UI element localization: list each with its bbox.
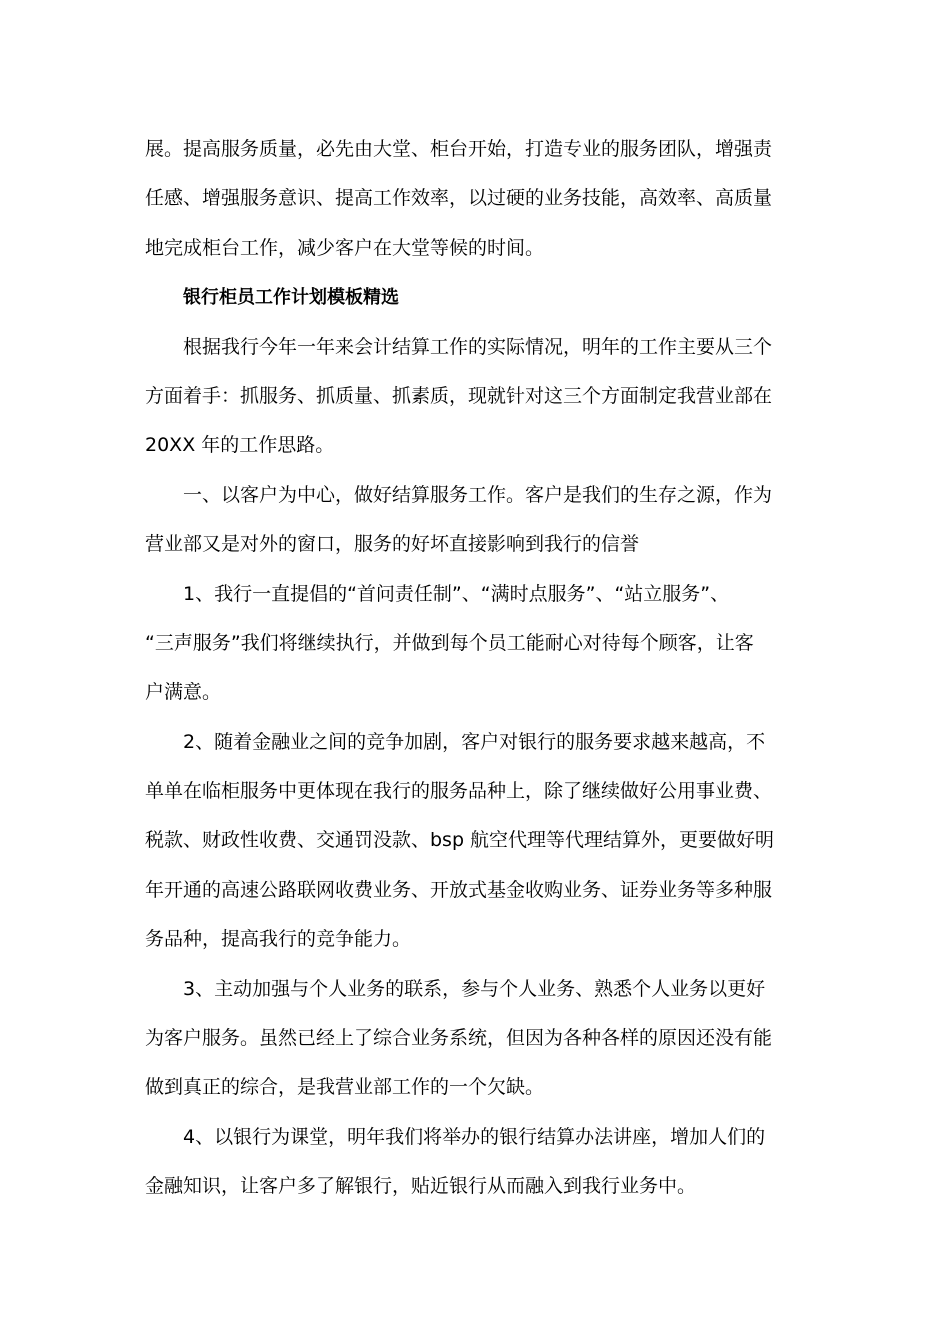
paragraph-line: 地完成柜台工作，减少客户在大堂等候的时间。 bbox=[145, 236, 545, 259]
section-heading: 银行柜员工作计划模板精选 bbox=[183, 287, 399, 309]
paragraph-line: 做到真正的综合，是我营业部工作的一个欠缺。 bbox=[145, 1076, 545, 1099]
paragraph-line: “三声服务”我们将继续执行，并做到每个员工能耐心对待每个顾客，让客 bbox=[145, 631, 754, 654]
paragraph-line: 年开通的高速公路联网收费业务、开放式基金收购业务、证券业务等多种服 bbox=[145, 878, 773, 901]
paragraph-line: 方面着手：抓服务、抓质量、抓素质，现就针对这三个方面制定我营业部在 bbox=[145, 384, 773, 407]
paragraph-line: 营业部又是对外的窗口，服务的好坏直接影响到我行的信誉 bbox=[145, 533, 640, 556]
paragraph-line: 为客户服务。虽然已经上了综合业务系统，但因为各种各样的原因还没有能 bbox=[145, 1027, 773, 1050]
paragraph-line: 根据我行今年一年来会计结算工作的实际情况，明年的工作主要从三个 bbox=[183, 335, 773, 358]
paragraph-line: 20XX 年的工作思路。 bbox=[145, 434, 335, 457]
paragraph-line: 户满意。 bbox=[145, 681, 222, 704]
paragraph-line: 1、我行一直提倡的“首问责任制”、“满时点服务”、“站立服务”、 bbox=[183, 582, 730, 605]
paragraph-line: 单单在临柜服务中更体现在我行的服务品种上，除了继续做好公用事业费、 bbox=[145, 780, 773, 803]
paragraph-line: 金融知识，让客户多了解银行，贴近银行从而融入到我行业务中。 bbox=[145, 1175, 697, 1198]
paragraph-line: 展。提高服务质量，必先由大堂、柜台开始，打造专业的服务团队，增强责 bbox=[145, 138, 773, 160]
paragraph-line: 任感、增强服务意识、提高工作效率，以过硬的业务技能，高效率、高质量 bbox=[145, 187, 773, 210]
paragraph-line: 一、以客户为中心，做好结算服务工作。客户是我们的生存之源，作为 bbox=[183, 483, 773, 506]
paragraph-line: 2、随着金融业之间的竞争加剧，客户对银行的服务要求越来越高，不 bbox=[183, 730, 766, 753]
document-body bbox=[145, 125, 785, 1212]
paragraph-line: 税款、财政性收费、交通罚没款、bsp 航空代理等代理结算外，更要做好明 bbox=[145, 829, 775, 852]
paragraph-line: 3、主动加强与个人业务的联系，参与个人业务、熟悉个人业务以更好 bbox=[183, 977, 766, 1000]
paragraph-line: 4、以银行为课堂，明年我们将举办的银行结算办法讲座，增加人们的 bbox=[183, 1125, 766, 1148]
paragraph-line: 务品种，提高我行的竞争能力。 bbox=[145, 928, 412, 951]
